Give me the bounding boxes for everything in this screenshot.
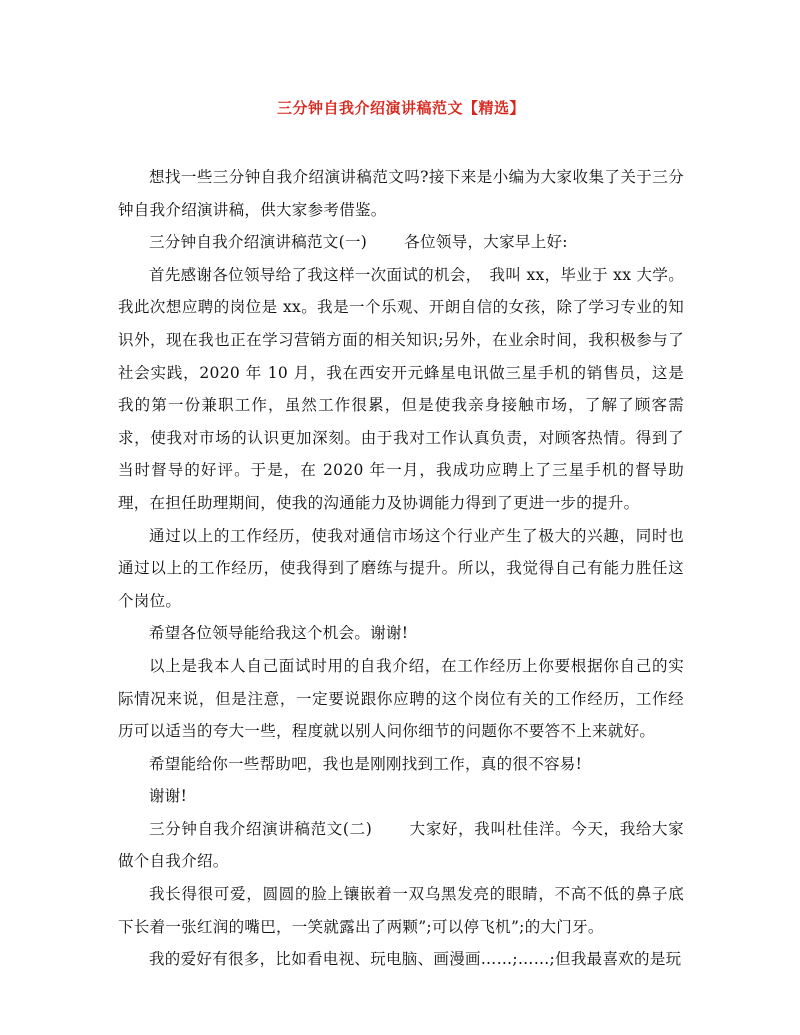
body-paragraph: 以上是我本人自己面试时用的自我介绍，在工作经历上你要根据你自己的实际情况来说，但是注意，一定要说跟你应聘的这个岗位有关的工作经历，工作经历可以适当的夸大一些，程度就以别人问你细节的问题你不要答不上来就好。 — [118, 656, 684, 741]
section1-opening: 各位领导，大家早上好: — [404, 233, 568, 252]
body-paragraph: 希望能给你一些帮助吧，我也是刚刚找到工作，真的很不容易! — [149, 754, 583, 773]
document-title: 三分钟自我介绍演讲稿范文【精选】 — [276, 99, 525, 117]
section2-heading-line — [118, 813, 684, 878]
intro-paragraph: 想找一些三分钟自我介绍演讲稿范文吗?接下来是小编为大家收集了关于三分钟自我介绍演讲稿，供大家参考借鉴。 — [118, 168, 684, 219]
body-paragraph: 我的爱好有很多，比如看电视、玩电脑、画漫画……;……;但我最喜欢的是玩 — [149, 950, 682, 969]
document-page — [118, 96, 684, 976]
body-paragraph: 我长得很可爱，圆圆的脸上镶嵌着一双乌黑发亮的眼睛，不高不低的鼻子底下长着一张红润的嘴巴，一笑就露出了两颗”;可以停飞机”;的大门牙。 — [118, 885, 684, 936]
section1-heading-line — [118, 226, 684, 259]
section2-heading: 三分钟自我介绍演讲稿范文(二) — [149, 819, 373, 838]
body-paragraph: 谢谢! — [149, 787, 188, 806]
section1-heading: 三分钟自我介绍演讲稿范文(一) — [149, 233, 368, 252]
body-paragraph: 通过以上的工作经历，使我对通信市场这个行业产生了极大的兴趣，同时也通过以上的工作经历，使我得到了磨练与提升。所以，我觉得自己有能力胜任这个岗位。 — [118, 526, 684, 610]
body-paragraph: 首先感谢各位领导给了我这样一次面试的机会， 我叫 xx，毕业于 xx 大学。我此次想应聘的岗位是 xx。我是一个乐观、开朗自信的女孩，除了学习专业的知识外，现在我也正在学习营销方面的相关知识;另外，在业余时间，我积极参与了社会实践，2020 年 10 月，我在西安开元蜂星电讯做三星手机的销售员，这是我的第一份兼职工作，虽然工作很累，但是使我亲身接触市场，了解了顾客需求，使我对市场的认识更加深刻。由于我对工作认真负责，对顾客热情。得到了当时督导的好评。于是，在 2020 年一月，我成功应聘上了三星手机的督导助理，在担任助理期间，使我的沟通能力及协调能力得到了更进一步的提升。 — [118, 265, 684, 512]
section2-opening: 大家好，我叫杜佳洋。今天，我给大家做个自我介绍。 — [118, 819, 684, 871]
body-paragraph: 希望各位领导能给我这个机会。谢谢! — [149, 624, 409, 643]
